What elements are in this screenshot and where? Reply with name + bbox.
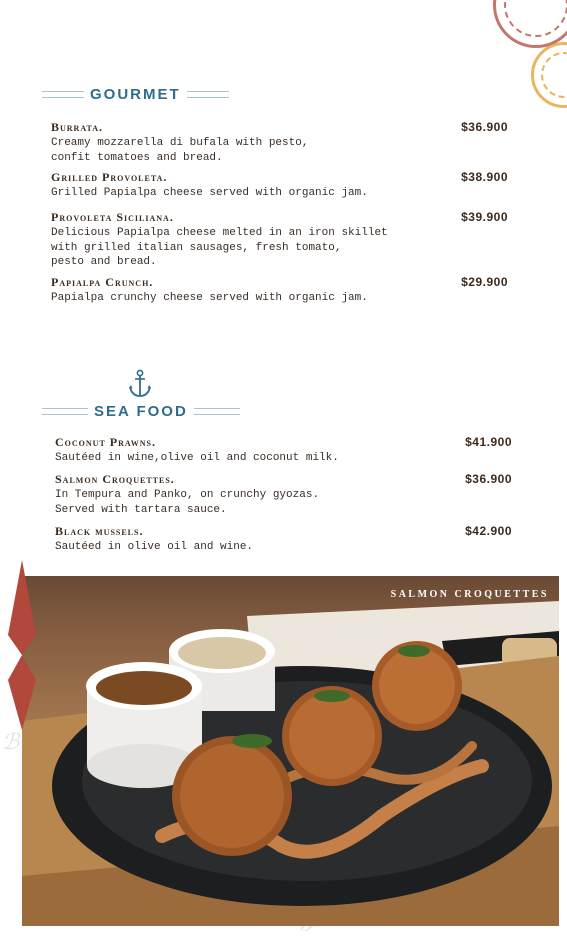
menu-item-price: $41.900 bbox=[465, 435, 512, 449]
stamp-red-seal bbox=[493, 0, 567, 48]
croquette-front-crust bbox=[180, 744, 284, 848]
croquette-back-crust bbox=[379, 648, 455, 724]
heading-rule-right bbox=[187, 91, 229, 98]
herb-garnish bbox=[232, 734, 272, 748]
menu-item-description: Grilled Papialpa cheese served with organic jam. bbox=[51, 187, 368, 199]
stamp-yellow-seal bbox=[531, 42, 567, 108]
heading-rule-left bbox=[42, 408, 88, 415]
anchor-icon bbox=[128, 369, 152, 399]
menu-item-name: Provoleta Siciliana. bbox=[51, 210, 174, 224]
menu-item-description: Sautéed in wine,olive oil and coconut milk. bbox=[55, 452, 339, 464]
section-seafood-title: SEA FOOD bbox=[94, 403, 188, 420]
menu-item-black-mussels bbox=[55, 524, 512, 555]
menu-item-price: $29.900 bbox=[461, 275, 508, 289]
menu-item-name: Grilled Provoleta. bbox=[51, 170, 168, 184]
menu-item-description: Papialpa crunchy cheese served with organic jam. bbox=[51, 292, 368, 304]
script-background-decoration: ℬ bbox=[2, 730, 20, 755]
section-gourmet-heading bbox=[42, 86, 229, 103]
menu-item-salmon-croquettes bbox=[55, 472, 512, 517]
section-gourmet-title: GOURMET bbox=[90, 86, 181, 103]
menu-item-name: Burrata. bbox=[51, 120, 104, 134]
menu-item-price: $42.900 bbox=[465, 524, 512, 538]
red-banner-decoration bbox=[6, 560, 38, 730]
menu-item-description: Delicious Papialpa cheese melted in an iron skillet with grilled italian sausages, fresh tomato, pesto and bread. bbox=[51, 227, 388, 268]
menu-item-price: $39.900 bbox=[461, 210, 508, 224]
menu-item-coconut-prawns bbox=[55, 435, 512, 466]
menu-item-papialpa-crunch bbox=[51, 275, 508, 306]
menu-item-burrata bbox=[51, 120, 508, 165]
heading-rule-left bbox=[42, 91, 84, 98]
menu-item-grilled-provoleta bbox=[51, 170, 508, 201]
section-seafood-heading bbox=[42, 403, 240, 420]
food-photo-illustration bbox=[22, 576, 559, 926]
croquette-middle-crust bbox=[289, 693, 375, 779]
food-photo bbox=[22, 576, 559, 926]
menu-item-price: $36.900 bbox=[465, 472, 512, 486]
menu-item-description: Creamy mozzarella di bufala with pesto, confit tomatoes and bread. bbox=[51, 137, 309, 164]
menu-item-name: Black mussels. bbox=[55, 524, 144, 538]
photo-caption: SALMON CROQUETTES bbox=[390, 589, 549, 600]
heading-rule-right bbox=[194, 408, 240, 415]
herb-garnish bbox=[398, 645, 430, 657]
menu-item-name: Papialpa Crunch. bbox=[51, 275, 154, 289]
menu-item-price: $38.900 bbox=[461, 170, 508, 184]
menu-item-description: In Tempura and Panko, on crunchy gyozas. Served with tartara sauce. bbox=[55, 489, 320, 516]
herb-garnish bbox=[314, 690, 350, 702]
menu-item-provoleta-siciliana bbox=[51, 210, 508, 270]
menu-item-description: Sautéed in olive oil and wine. bbox=[55, 541, 254, 553]
menu-item-name: Salmon Croquettes. bbox=[55, 472, 175, 486]
sauce-cup-front-sauce bbox=[96, 671, 192, 705]
menu-item-name: Coconut Prawns. bbox=[55, 435, 157, 449]
sauce-cup-back-sauce bbox=[178, 637, 266, 669]
menu-item-price: $36.900 bbox=[461, 120, 508, 134]
